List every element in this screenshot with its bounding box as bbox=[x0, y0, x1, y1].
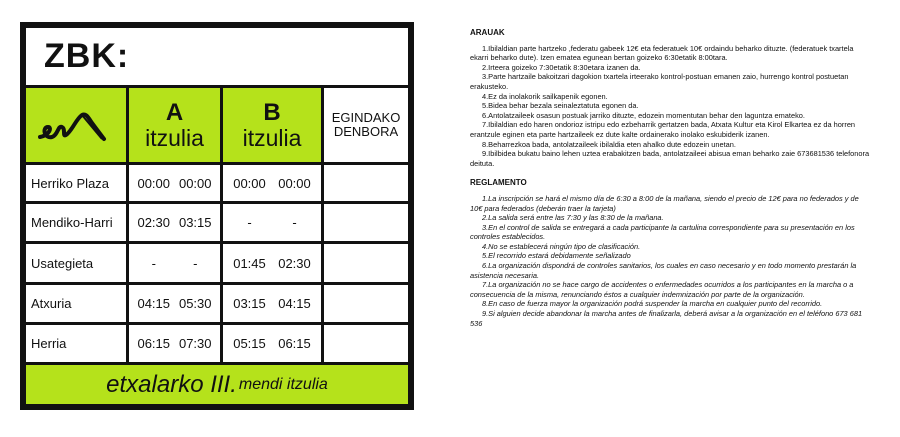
column-b-letter: B bbox=[263, 98, 281, 126]
route-a-times bbox=[129, 244, 220, 282]
rule-item: 4.No se establecerá ningún tipo de clasificación. bbox=[482, 241, 641, 251]
route-card bbox=[20, 22, 414, 410]
time-open: 05:15 bbox=[233, 336, 266, 351]
column-b-word: itzulia bbox=[242, 124, 302, 151]
rule-item: 6.La organización dispondrá de controles sanitarios, los cuales en caso necesario y en todo momento prestarán la asistencia necesaria. bbox=[470, 261, 857, 280]
logo-cell bbox=[26, 88, 126, 162]
checkpoint-name: Herriko Plaza bbox=[26, 165, 126, 201]
arauak-heading: ARAUAK bbox=[470, 28, 505, 37]
time-close: 07:30 bbox=[178, 336, 212, 351]
rule-item: 9.Ibilbidea bukatu baino lehen uztea erabakitzen bada, antolatzaileei abisua eman beharko zaie 673681536 telefonora deituta. bbox=[470, 149, 870, 168]
checkpoint-name: Mendiko-Harri bbox=[26, 204, 126, 241]
time-open: 00:00 bbox=[137, 175, 171, 191]
rule-item: 1.La inscripción se hará el mismo día de 6:30 a 8:00 de la mañana, siendo el precio de 12€ para no federados y de 10€ para federados (deberán traer la tarjeta) bbox=[470, 193, 859, 213]
arauak-list bbox=[470, 44, 872, 169]
time-close: - bbox=[193, 255, 198, 271]
time-header-line1: EGINDAKO bbox=[331, 109, 401, 125]
time-header-line2: DENBORA bbox=[333, 124, 399, 139]
time-close: 00:00 bbox=[278, 175, 311, 191]
elapsed-time-field[interactable] bbox=[324, 325, 408, 362]
rule-item: 6.Antolatzaileek osasun postuak jarriko dituzte, edozein momentutan behar den laguntza emateko. bbox=[482, 110, 805, 120]
rule-item: 2.Irteera goizeko 7:30etatik 8:30etara izanen da. bbox=[482, 62, 641, 72]
elapsed-time-field[interactable] bbox=[324, 165, 408, 201]
zbk-number-label: ZBK: bbox=[26, 28, 408, 85]
column-header-b bbox=[223, 88, 321, 162]
time-open: 00:00 bbox=[233, 175, 266, 191]
rules-text bbox=[470, 28, 872, 328]
time-open: 06:15 bbox=[137, 336, 171, 351]
time-close: 04:15 bbox=[278, 296, 311, 311]
column-header-a bbox=[129, 88, 220, 162]
route-a-times bbox=[129, 165, 220, 201]
mountain-signature-logo-icon bbox=[36, 105, 116, 145]
event-title-sub: mendi itzulia bbox=[238, 375, 328, 393]
elapsed-time-field[interactable] bbox=[324, 204, 408, 241]
column-header-time bbox=[324, 88, 408, 162]
time-close: 05:30 bbox=[178, 296, 212, 311]
time-close: 03:15 bbox=[178, 215, 212, 230]
rule-item: 3.Parte hartzaile bakoitzari dagokion txartela irteerako kontrol-postuan emanen zaio, hurrengo kontrol postuetan erakusteko. bbox=[470, 72, 849, 91]
rule-item: 3.En el control de salida se entregará a cada participante la cartulina correspondiente para su presentación en los controles establecidos. bbox=[470, 222, 855, 242]
rule-item: 5.El recorrido estará debidamente señalizado bbox=[482, 251, 631, 261]
rule-item: 5.Bidea behar bezala seinaleztatuta egonen da. bbox=[482, 101, 639, 111]
time-close: - bbox=[292, 215, 297, 230]
time-close: 02:30 bbox=[278, 255, 311, 271]
time-close: 00:00 bbox=[178, 175, 212, 191]
time-close: 06:15 bbox=[278, 336, 311, 351]
rule-item: 4.Ez da inolakorik sailkapenik egonen. bbox=[482, 91, 608, 101]
elapsed-time-field[interactable] bbox=[324, 244, 408, 282]
event-title-banner bbox=[26, 365, 408, 404]
column-a-word: itzulia bbox=[145, 124, 204, 151]
time-open: - bbox=[151, 255, 156, 271]
route-a-times bbox=[129, 325, 220, 362]
checkpoint-name: Herria bbox=[26, 325, 126, 362]
time-open: - bbox=[247, 215, 252, 230]
rule-item: 8.En caso de fuerza mayor la organización podrá suspender la marcha en cualquier punto del recorrido. bbox=[482, 299, 823, 309]
time-open: 03:15 bbox=[233, 296, 266, 311]
reglamento-heading: REGLAMENTO bbox=[470, 178, 527, 188]
route-a-times bbox=[129, 285, 220, 322]
route-b-times bbox=[223, 325, 321, 362]
time-open: 01:45 bbox=[233, 255, 266, 271]
route-b-times bbox=[223, 285, 321, 322]
checkpoint-name: Atxuria bbox=[26, 285, 126, 322]
route-b-times bbox=[223, 204, 321, 241]
elapsed-time-field[interactable] bbox=[324, 285, 408, 322]
route-a-times bbox=[129, 204, 220, 241]
rule-item: 2.La salida será entre las 7:30 y las 8:30 de la mañana. bbox=[482, 213, 664, 223]
rule-item: 7.Ibilaldian edo haren ondorioz istripu edo ezbeharrik gertatzen bada, Atxata Kultur eta Kirol Elkartea ez da horren erantzule eginen eta parte hartzaileek ez dute kalte ordainerako inolako eskubiderik izanen. bbox=[470, 120, 856, 139]
event-title-main: etxalarko III. bbox=[106, 370, 237, 398]
checkpoint-name: Usategieta bbox=[26, 244, 126, 282]
rule-item: 9.Si alguien decide abandonar la marcha antes de finalizarla, deberá avisar a la organización en el teléfono 673 681 536 bbox=[470, 309, 863, 328]
route-b-times bbox=[223, 244, 321, 282]
route-b-times bbox=[223, 165, 321, 201]
rule-item: 7.La organización no se hace cargo de accidentes o enfermedades ocurridos a los participantes en la marcha o a consecuencia de la misma, renunciando éstos a cualquier indemnización por parte de la organización. bbox=[470, 280, 854, 299]
rule-item: 8.Beharrezkoa bada, antolatzaileek ibilaldia eten ahalko dute edozein unetan. bbox=[482, 139, 736, 149]
reglamento-list bbox=[470, 194, 872, 328]
column-a-letter: A bbox=[165, 98, 184, 126]
time-open: 04:15 bbox=[137, 296, 171, 311]
rule-item: 1.Ibilaldian parte hartzeko ,federatu gabeek 12€ eta federatuek 10€ ordaindu beharko dituzte. (federatuek txartela ekarri beharko dute). Izen ematea egunean bertan goizeko 6:30etatik 8:00tara. bbox=[470, 43, 854, 63]
time-open: 02:30 bbox=[137, 215, 171, 230]
